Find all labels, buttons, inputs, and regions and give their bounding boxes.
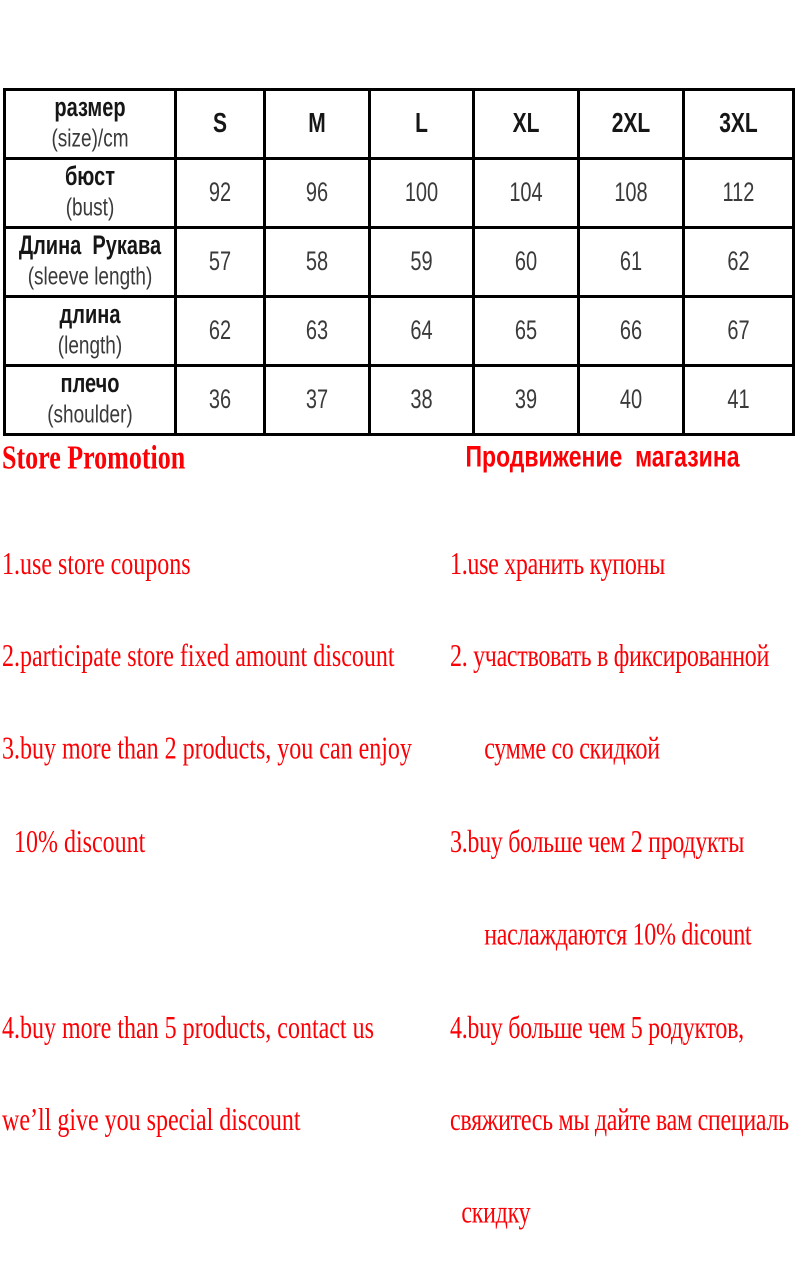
table-cell: 92 — [176, 159, 265, 228]
table-cell: 108 — [579, 159, 684, 228]
table-cell: 41 — [684, 366, 794, 435]
table-row-sleeve-length — [5, 228, 794, 297]
table-row-bust — [5, 159, 794, 228]
promo-line-ru: 1.use хранить купоны — [450, 547, 665, 582]
table-row-shoulder — [5, 366, 794, 435]
row-label-cell — [5, 159, 176, 228]
row-label-ru: Длина Рукава — [18, 231, 162, 261]
size-col-header-s: S — [176, 90, 265, 159]
table-cell: 104 — [474, 159, 579, 228]
promo-line-ru: наслаждаются 10% dicount — [450, 918, 752, 953]
table-header-row — [5, 90, 794, 159]
table-cell: 112 — [684, 159, 794, 228]
promo-line-ru: 3.buy больше чем 2 продукты — [450, 825, 745, 860]
promo-line-en — [2, 921, 442, 952]
table-cell: 96 — [265, 159, 370, 228]
row-label-en: (sleeve length) — [27, 263, 153, 292]
row-label-cell — [5, 297, 176, 366]
row-label-ru: длина — [59, 300, 121, 330]
row-label-en: (length) — [57, 332, 123, 361]
table-cell: 60 — [474, 228, 579, 297]
promo-line-ru: 2. участвовать в фиксированной — [450, 640, 769, 674]
table-row-length — [5, 297, 794, 366]
table-cell: 39 — [474, 366, 579, 435]
size-chart-table — [3, 88, 795, 436]
promo-line-en: 3.buy more than 2 products, you can enjoy — [2, 732, 412, 767]
promo-line-en: 4.buy more than 5 products, contact us — [2, 1011, 374, 1046]
promo-line-en: 2.participate store fixed amount discount — [2, 640, 395, 674]
table-cell: 62 — [176, 297, 265, 366]
table-cell: 63 — [265, 297, 370, 366]
table-cell: 59 — [370, 228, 474, 297]
table-cell: 62 — [684, 228, 794, 297]
table-cell: 66 — [579, 297, 684, 366]
promo-line-ru: сумме со скидкой — [450, 732, 660, 767]
table-cell: 61 — [579, 228, 684, 297]
size-col-header-m: M — [265, 90, 370, 159]
table-cell: 64 — [370, 297, 474, 366]
table-cell: 100 — [370, 159, 474, 228]
promo-line-en: 1.use store coupons — [2, 547, 191, 582]
table-cell: 57 — [176, 228, 265, 297]
promo-line-ru: скидку — [450, 1196, 531, 1231]
promo-line-ru: 4.buy больше чем 5 родуктов, — [450, 1011, 744, 1046]
store-promotion-heading-ru: Продвижение магазина — [465, 439, 740, 474]
row-label-en: (shoulder) — [47, 401, 133, 430]
row-label-ru: плечо — [60, 369, 120, 399]
row-label-en: (bust) — [65, 194, 115, 223]
promo-line-ru: свяжитесь мы дайте вам специаль — [450, 1104, 789, 1138]
table-cell: 38 — [370, 366, 474, 435]
size-col-header-3xl: 3XL — [684, 90, 794, 159]
store-promotion-heading-en: Store Promotion — [2, 438, 186, 477]
row-label-cell — [5, 228, 176, 297]
size-chart — [3, 88, 795, 436]
row-label-ru: бюст — [64, 162, 116, 192]
header-label-ru: размер — [54, 93, 126, 123]
table-cell: 65 — [474, 297, 579, 366]
promo-line-en: 10% discount — [2, 825, 146, 860]
table-cell: 58 — [265, 228, 370, 297]
header-label-cell — [5, 90, 176, 159]
row-label-cell — [5, 366, 176, 435]
promotion-list-ru — [450, 488, 800, 1261]
table-cell: 37 — [265, 366, 370, 435]
size-col-header-2xl: 2XL — [579, 90, 684, 159]
table-cell: 67 — [684, 297, 794, 366]
size-col-header-xl: XL — [474, 90, 579, 159]
header-label-en: (size)/cm — [51, 125, 129, 154]
promotion-list-en — [2, 488, 442, 1169]
table-cell: 40 — [579, 366, 684, 435]
promo-line-en: we’ll give you special discount — [2, 1104, 301, 1138]
size-col-header-l: L — [370, 90, 474, 159]
table-cell: 36 — [176, 366, 265, 435]
